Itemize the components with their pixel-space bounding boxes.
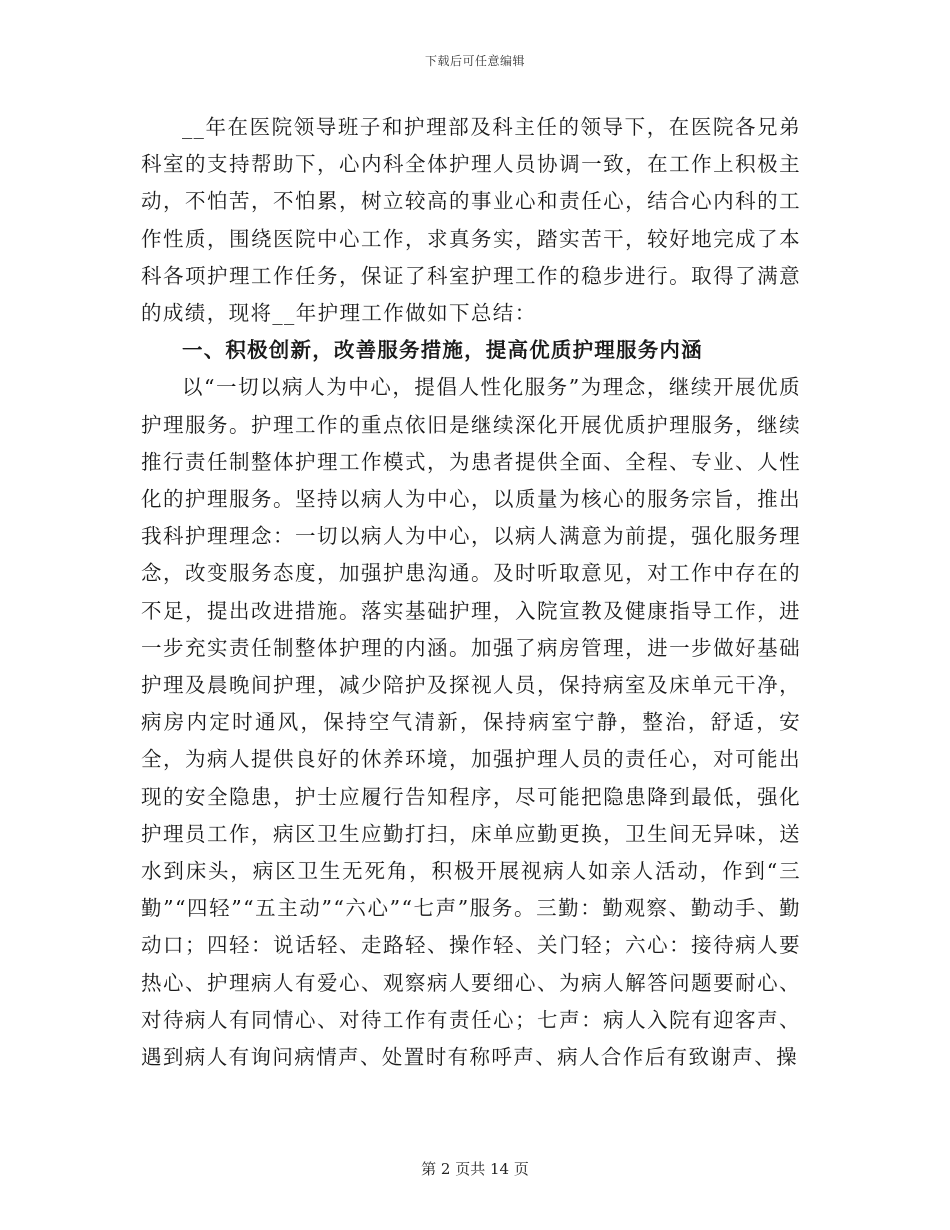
page-number: 第 2 页共 14 页 (421, 1160, 529, 1178)
body-paragraph: __年在医院领导班子和护理部及科主任的领导下，在医院各兄弟科室的支持帮助下，心内科全体护理人员协调一致，在工作上积极主动，不怕苦，不怕累，树立较高的事业心和责任心，结合心内科的工作性质，围绕医院中心工作，求真务实，踏实苦干，较好地完成了本科各项护理工作任务，保证了科室护理工作的稳步进行。取得了满意的成绩，现将__年护理工作做如下总结： (141, 115, 801, 326)
page-header: 下载后可任意编辑 (424, 54, 525, 68)
document-body (141, 109, 801, 1076)
body-paragraph: 以“一切以病人为中心，提倡人性化服务”为理念，继续开展优质护理服务。护理工作的重点依旧是继续深化开展优质护理服务，继续推行责任制整体护理工作模式，为患者提供全面、全程、专业、人性化的护理服务。坚持以病人为中心，以质量为核心的服务宗旨，推出我科护理理念：一切以病人为中心，以病人满意为前提，强化服务理念，改变服务态度，加强护患沟通。及时听取意见，对工作中存在的不足，提出改进措施。落实基础护理，入院宣教及健康指导工作，进一步充实责任制整体护理的内涵。加强了病房管理，进一步做好基础护理及晨晚间护理，减少陪护及探视人员，保持病室及床单元干净，病房内定时通风，保持空气清新，保持病室宁静，整治，舒适，安全，为病人提供良好的休养环境，加强护理人员的责任心，对可能出现的安全隐患，护士应履行告知程序，尽可能把隐患降到最低，强化护理员工作，病区卫生应勤打扫，床单应勤更换，卫生间无异味，送水到床头，病区卫生无死角，积极开展视病人如亲人活动，作到“三勤”“四轻”“五主动”“六心”“七声”服务。三勤：勤观察、勤动手、勤动口；四轻：说话轻、走路轻、操作轻、关门轻；六心：接待病人要热心、护理病人有爱心、观察病人要细心、为病人解答问题要耐心、对待病人有同情心、对待工作有责任心；七声：病人入院有迎客声、遇到病人有询问病情声、处置时有称呼声、病人合作后有致谢声、操 (141, 375, 801, 1070)
section-heading: 一、积极创新，改善服务措施，提高优质护理服务内涵 (182, 338, 703, 363)
